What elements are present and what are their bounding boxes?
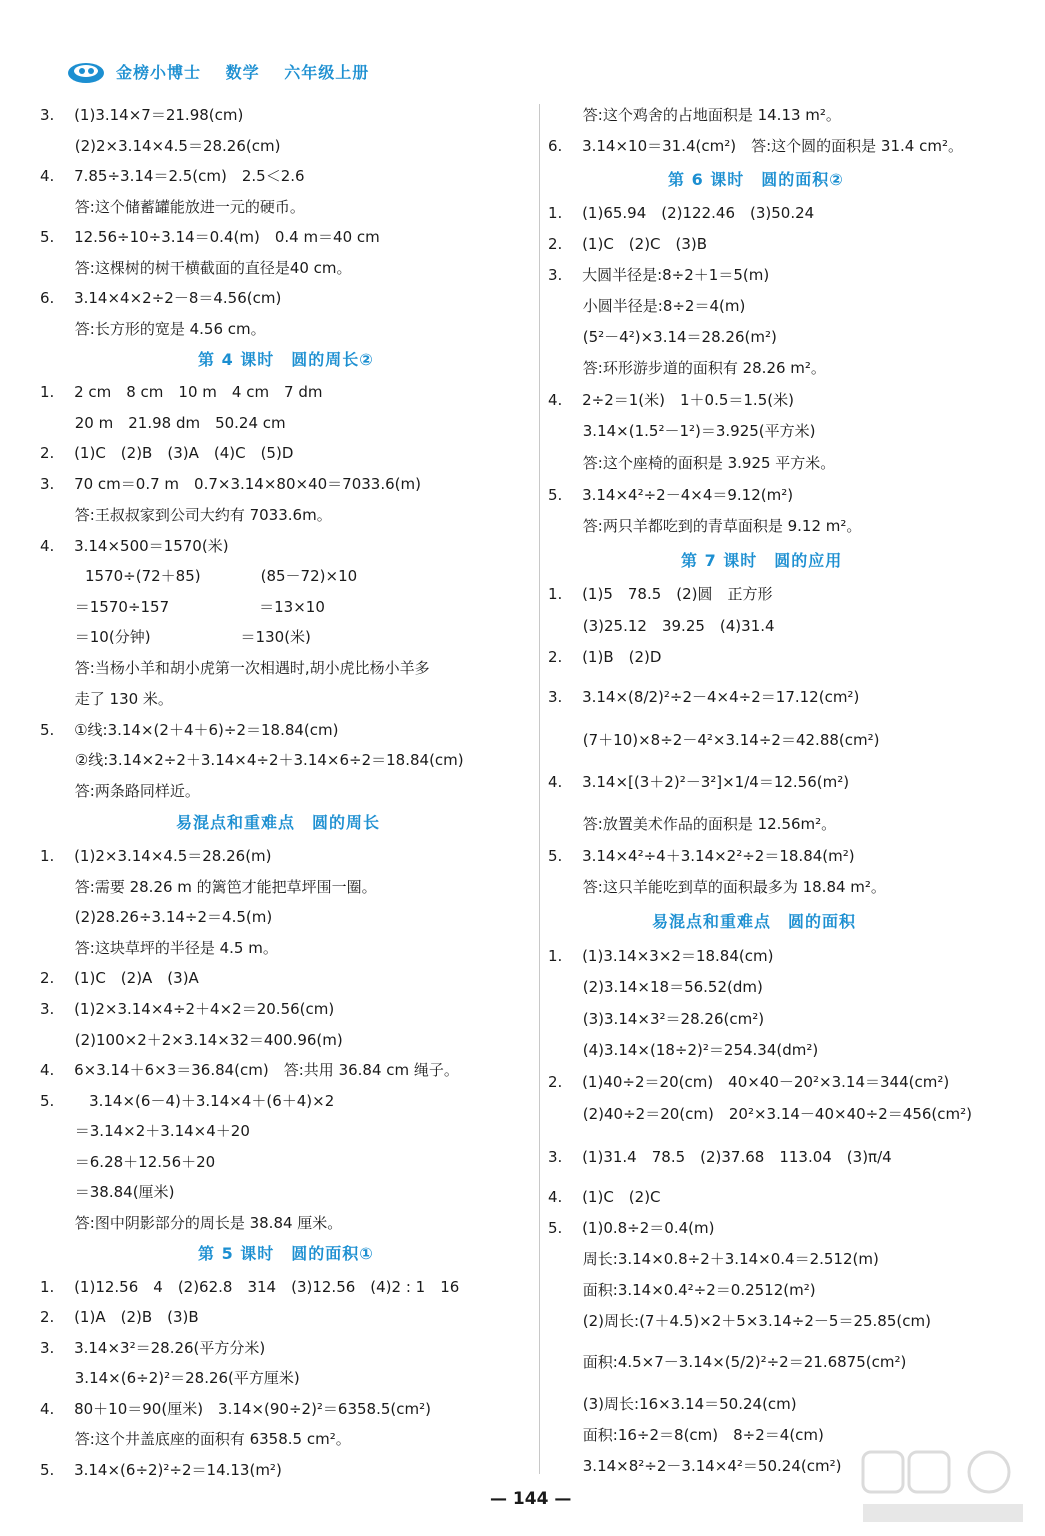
answer-line: ＝3.14×2＋3.14×4＋20	[40, 1122, 250, 1140]
answer-line: 答:放置美术作品的面积是 12.56m²。	[548, 815, 837, 833]
answer-line: 5. ①线:3.14×(2＋4＋6)÷2＝18.84(cm)	[40, 721, 339, 739]
answer-line: 周长:3.14×0.8÷2＋3.14×0.4＝2.512(m)	[548, 1250, 879, 1268]
section-heading: 易混点和重难点 圆的周长	[176, 813, 381, 832]
answer-line: 答:这个座椅的面积是 3.925 平方米。	[548, 454, 836, 472]
answer-line: 20 m 21.98 dm 50.24 cm	[40, 414, 286, 432]
answer-line: 答:这个储蓄罐能放进一元的硬币。	[40, 198, 305, 216]
answer-line: 答:需要 28.26 m 的篱笆才能把草坪围一圈。	[40, 878, 377, 896]
answer-line: (2)周长:(7＋4.5)×2＋5×3.14÷2－5＝25.85(cm)	[548, 1312, 931, 1330]
answer-line: 2. (1)C (2)B (3)A (4)C (5)D	[40, 444, 294, 462]
answer-line: 2. (1)C (2)C (3)B	[548, 235, 708, 253]
header-title	[116, 60, 387, 83]
answer-line: 面积:4.5×7－3.14×(5/2)²÷2＝21.6875(cm²)	[548, 1353, 907, 1371]
section-heading: 第 6 课时 圆的面积②	[668, 170, 844, 189]
answer-line: 1. (1)65.94 (2)122.46 (3)50.24	[548, 204, 815, 222]
answer-line: 5. 3.14×(6÷2)²÷2＝14.13(m²)	[40, 1461, 282, 1479]
answer-line: 答:这只羊能吃到草的面积最多为 18.84 m²。	[548, 878, 886, 896]
answer-line: (7＋10)×8÷2－4²×3.14÷2＝42.88(cm²)	[548, 731, 880, 749]
answer-line: 4. 80＋10＝90(厘米) 3.14×(90÷2)²＝6358.5(cm²)	[40, 1400, 431, 1418]
page-number: — 144 —	[490, 1489, 572, 1509]
answer-line: 3. 大圆半径是:8÷2＋1＝5(m)	[548, 266, 770, 284]
answer-line: ②线:3.14×2÷2＋3.14×4÷2＋3.14×6÷2＝18.84(cm)	[40, 751, 464, 769]
answer-line: 答:这个鸡舍的占地面积是 14.13 m²。	[548, 106, 841, 124]
grade-name: 六年级上册	[284, 62, 370, 82]
answer-line: (2)3.14×18＝56.52(dm)	[548, 978, 763, 996]
answer-line: 3. 3.14×(8/2)²÷2－4×4÷2＝17.12(cm²)	[548, 688, 860, 706]
page-header	[66, 56, 387, 86]
answer-line: 答:这个井盖底座的面积有 6358.5 cm²。	[40, 1430, 351, 1448]
answer-line: (2)28.26÷3.14÷2＝4.5(m)	[40, 908, 273, 926]
answer-line: 3. (1)3.14×7＝21.98(cm)	[40, 106, 244, 124]
answer-line: ＝1570÷157 ＝13×10	[40, 598, 325, 616]
answer-line: 答:这棵树的树干横截面的直径是40 cm。	[40, 259, 352, 277]
answer-line: 1. (1)2×3.14×4.5＝28.26(m)	[40, 847, 272, 865]
answer-line: 面积:3.14×0.4²÷2＝0.2512(m²)	[548, 1281, 816, 1299]
answer-line: 6. 3.14×4×2÷2－8＝4.56(cm)	[40, 289, 282, 307]
book-logo-icon	[66, 57, 106, 85]
answer-line: 答:两条路同样近。	[40, 782, 200, 800]
answer-line: 5. 3.14×4²÷2－4×4＝9.12(m²)	[548, 486, 794, 504]
answer-line: 2. (1)A (2)B (3)B	[40, 1308, 199, 1326]
watermark-logo	[861, 1448, 1031, 1528]
answer-line: 4. 6×3.14＋6×3＝36.84(cm) 答:共用 36.84 cm 绳子。	[40, 1061, 459, 1079]
answer-line: 答:王叔叔家到公司大约有 7033.6m。	[40, 506, 332, 524]
answer-line: 3. 70 cm＝0.7 m 0.7×3.14×80×40＝7033.6(m)	[40, 475, 421, 493]
answer-line: 4. 3.14×500＝1570(米)	[40, 537, 229, 555]
answer-line: 2. (1)B (2)D	[548, 648, 662, 666]
answer-line: 答:当杨小羊和胡小虎第一次相遇时,胡小虎比杨小羊多	[40, 659, 430, 677]
answer-line: 1. (1)12.56 4 (2)62.8 314 (3)12.56 (4)2 : 1 16	[40, 1278, 460, 1296]
answer-line: 面积:16÷2＝8(cm) 8÷2＝4(cm)	[548, 1426, 824, 1444]
answer-line: 5. 12.56÷10÷3.14＝0.4(m) 0.4 m＝40 cm	[40, 228, 380, 246]
answer-line: 4. (1)C (2)C	[548, 1188, 661, 1206]
answer-line: 1. (1)3.14×3×2＝18.84(cm)	[548, 947, 774, 965]
subject-name: 数学	[225, 62, 260, 82]
answer-line: (3)3.14×3²＝28.26(cm²)	[548, 1010, 765, 1028]
answer-line: 4. 3.14×[(3＋2)²－3²]×1/4＝12.56(m²)	[548, 773, 850, 791]
answer-line: ＝10(分钟) ＝130(米)	[40, 628, 311, 646]
answer-line: 3.14×(1.5²－1²)＝3.925(平方米)	[548, 422, 816, 440]
answer-line: 5. 3.14×4²÷4＋3.14×2²÷2＝18.84(m²)	[548, 847, 855, 865]
answer-line: 5. (1)0.8÷2＝0.4(m)	[548, 1219, 715, 1237]
section-heading: 易混点和重难点 圆的面积	[652, 912, 857, 931]
answer-line: 小圆半径是:8÷2＝4(m)	[548, 297, 746, 315]
answer-line: 1. (1)5 78.5 (2)圆 正方形	[548, 585, 773, 603]
section-heading: 第 5 课时 圆的面积①	[198, 1244, 374, 1263]
answer-line: 6. 3.14×10＝31.4(cm²) 答:这个圆的面积是 31.4 cm²。	[548, 137, 963, 155]
answer-line: 1570÷(72＋85) (85－72)×10	[40, 567, 358, 585]
section-heading: 第 7 课时 圆的应用	[681, 551, 843, 570]
column-divider	[539, 104, 540, 1474]
answer-line: (5²－4²)×3.14＝28.26(m²)	[548, 328, 777, 346]
answer-line: 4. 2÷2＝1(米) 1＋0.5＝1.5(米)	[548, 391, 794, 409]
answer-line: 走了 130 米。	[40, 690, 173, 708]
answer-line: 3.14×8²÷2－3.14×4²＝50.24(cm²)	[548, 1457, 842, 1475]
answer-line: 答:图中阴影部分的周长是 38.84 厘米。	[40, 1214, 343, 1232]
answer-line: 5. 3.14×(6－4)＋3.14×4＋(6＋4)×2	[40, 1092, 335, 1110]
brand-name: 金榜小博士	[116, 62, 202, 82]
answer-line: 3. (1)31.4 78.5 (2)37.68 113.04 (3)π/4	[548, 1148, 892, 1166]
answer-line: (2)100×2＋2×3.14×32＝400.96(m)	[40, 1031, 343, 1049]
answer-line: 1. 2 cm 8 cm 10 m 4 cm 7 dm	[40, 383, 323, 401]
answer-line: 答:环形游步道的面积有 28.26 m²。	[548, 359, 826, 377]
answer-line: 3. 3.14×3²＝28.26(平方分米)	[40, 1339, 266, 1357]
answer-line: (3)周长:16×3.14＝50.24(cm)	[548, 1395, 797, 1413]
answer-line: 2. (1)C (2)A (3)A	[40, 969, 199, 987]
answer-line: 3. (1)2×3.14×4÷2＋4×2＝20.56(cm)	[40, 1000, 335, 1018]
answer-line: (2)2×3.14×4.5＝28.26(cm)	[40, 137, 281, 155]
answer-line: 4. 7.85÷3.14＝2.5(cm) 2.5＜2.6	[40, 167, 305, 185]
section-heading: 第 4 课时 圆的周长②	[198, 350, 374, 369]
answer-line: (2)40÷2＝20(cm) 20²×3.14－40×40÷2＝456(cm²)	[548, 1105, 972, 1123]
answer-line: ＝6.28＋12.56＋20	[40, 1153, 216, 1171]
answer-line: 3.14×(6÷2)²＝28.26(平方厘米)	[40, 1369, 300, 1387]
answer-line: ＝38.84(厘米)	[40, 1183, 175, 1201]
answer-line: (4)3.14×(18÷2)²＝254.34(dm²)	[548, 1041, 819, 1059]
answer-line: (3)25.12 39.25 (4)31.4	[548, 617, 775, 635]
answer-line: 答:这块草坪的半径是 4.5 m。	[40, 939, 278, 957]
answer-line: 答:长方形的宽是 4.56 cm。	[40, 320, 266, 338]
answer-line: 2. (1)40÷2＝20(cm) 40×40－20²×3.14＝344(cm²)	[548, 1073, 950, 1091]
answer-line: 答:两只羊都吃到的青草面积是 9.12 m²。	[548, 517, 862, 535]
